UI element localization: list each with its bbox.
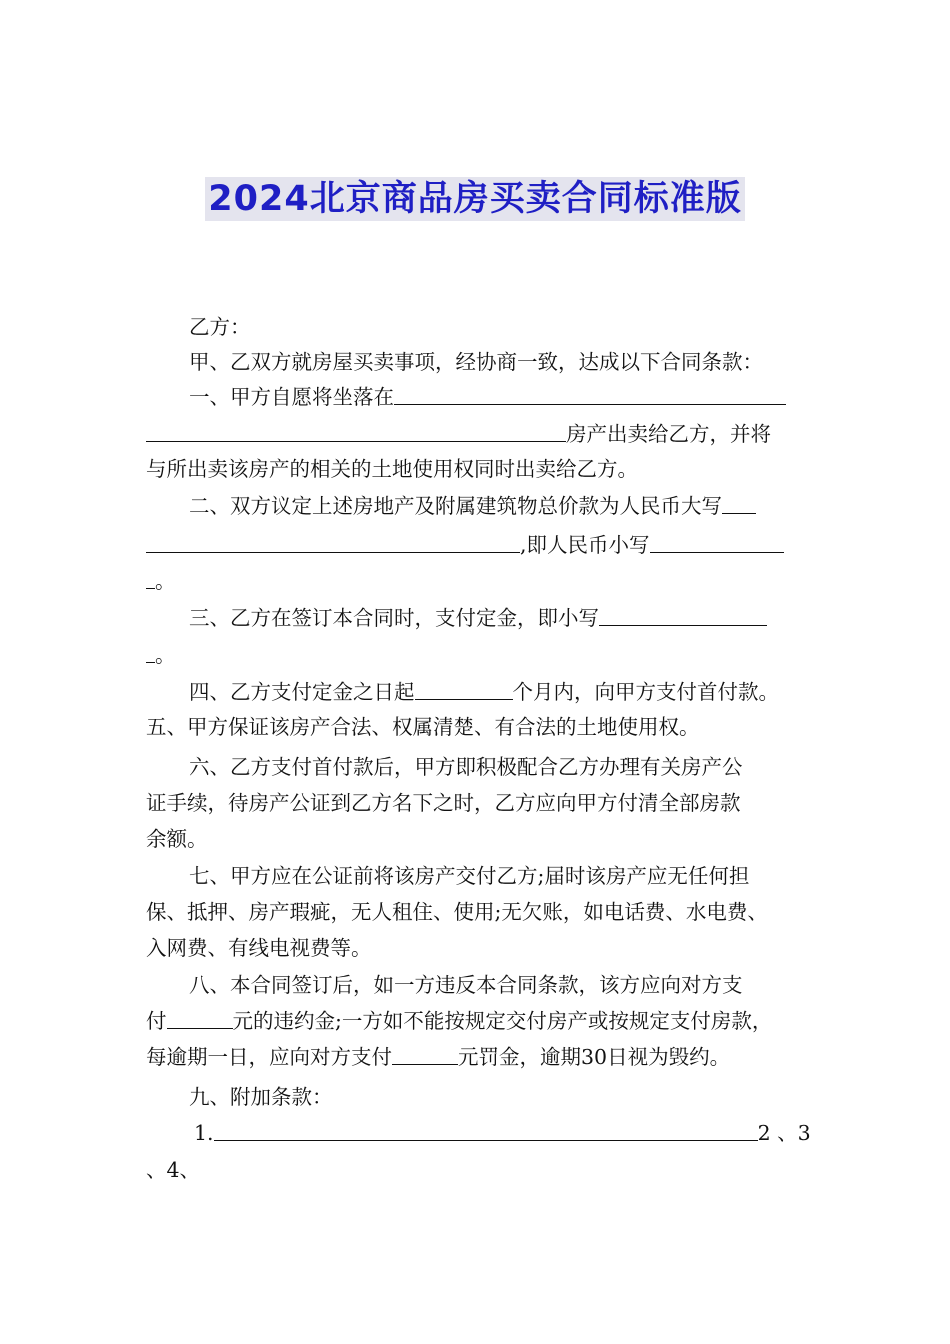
clause-9-heading: 九、附加条款：	[189, 1085, 333, 1109]
blank-deposit[interactable]	[599, 603, 767, 626]
blank-price-words[interactable]	[722, 491, 756, 514]
clause-5: 五、甲方保证该房产合法、权属清楚、有合法的土地使用权。	[146, 715, 700, 739]
blank-location[interactable]	[394, 382, 786, 405]
clause-1-line-1: 一、甲方自愿将坐落在	[189, 382, 786, 412]
blank-location-cont[interactable]	[146, 419, 566, 442]
blank-months[interactable]	[415, 677, 513, 700]
blank-price-figures[interactable]	[650, 530, 784, 553]
clause-7-line-2: 保、抵押、房产瑕疵，无人租住、使用;无欠账，如电话费、水电费、	[146, 900, 768, 924]
clause-8-line-3: 每逾期一日，应向对方支付 元罚金，逾期30日视为毁约。	[146, 1042, 730, 1072]
clause-2-line-3: 。	[146, 566, 176, 596]
blank-daily-fine[interactable]	[392, 1042, 458, 1065]
clause-4: 四、乙方支付定金之日起 个月内，向甲方支付首付款。	[189, 677, 779, 707]
clause-6-line-2: 证手续，待房产公证到乙方名下之时，乙方应向甲方付清全部房款	[146, 791, 741, 815]
line-party-b: 乙方：	[189, 315, 251, 339]
clause-1-line-2: 房产出卖给乙方，并将	[146, 419, 771, 449]
clause-2-line-1: 二、双方议定上述房地产及附属建筑物总价款为人民币大写	[189, 491, 756, 521]
clause-8-line-2: 付 元的违约金;一方如不能按规定交付房产或按规定支付房款，	[146, 1006, 772, 1036]
clause-3-line-2: 。	[146, 640, 176, 670]
clause-9-item-4: 、4、	[146, 1158, 201, 1182]
document-title	[0, 174, 950, 224]
clause-1-line-3: 与所出卖该房产的相关的土地使用权同时出卖给乙方。	[146, 457, 638, 481]
blank-penalty[interactable]	[167, 1006, 233, 1029]
title-text: 2024北京商品房买卖合同标准版	[205, 177, 744, 221]
blank-price-words-cont[interactable]	[146, 530, 520, 553]
clause-9-item-1: 1. 2 、3	[194, 1118, 811, 1148]
clause-2-line-2: ,即人民币小写	[146, 530, 784, 560]
clause-6-line-1: 六、乙方支付首付款后，甲方即积极配合乙方办理有关房产公	[189, 755, 743, 779]
blank-price-figures-cont[interactable]	[146, 566, 155, 589]
clause-6-line-3: 余额。	[146, 827, 208, 851]
blank-additional-terms[interactable]	[214, 1118, 758, 1141]
clause-8-line-1: 八、本合同签订后，如一方违反本合同条款，该方应向对方支	[189, 973, 743, 997]
clause-3-line-1: 三、乙方在签订本合同时，支付定金，即小写	[189, 603, 767, 633]
clause-7-line-3: 入网费、有线电视费等。	[146, 936, 372, 960]
clause-7-line-1: 七、甲方应在公证前将该房产交付乙方;届时该房产应无任何担	[189, 864, 750, 888]
blank-deposit-cont[interactable]	[146, 640, 155, 663]
line-preamble: 甲、乙双方就房屋买卖事项，经协商一致，达成以下合同条款：	[189, 350, 763, 374]
